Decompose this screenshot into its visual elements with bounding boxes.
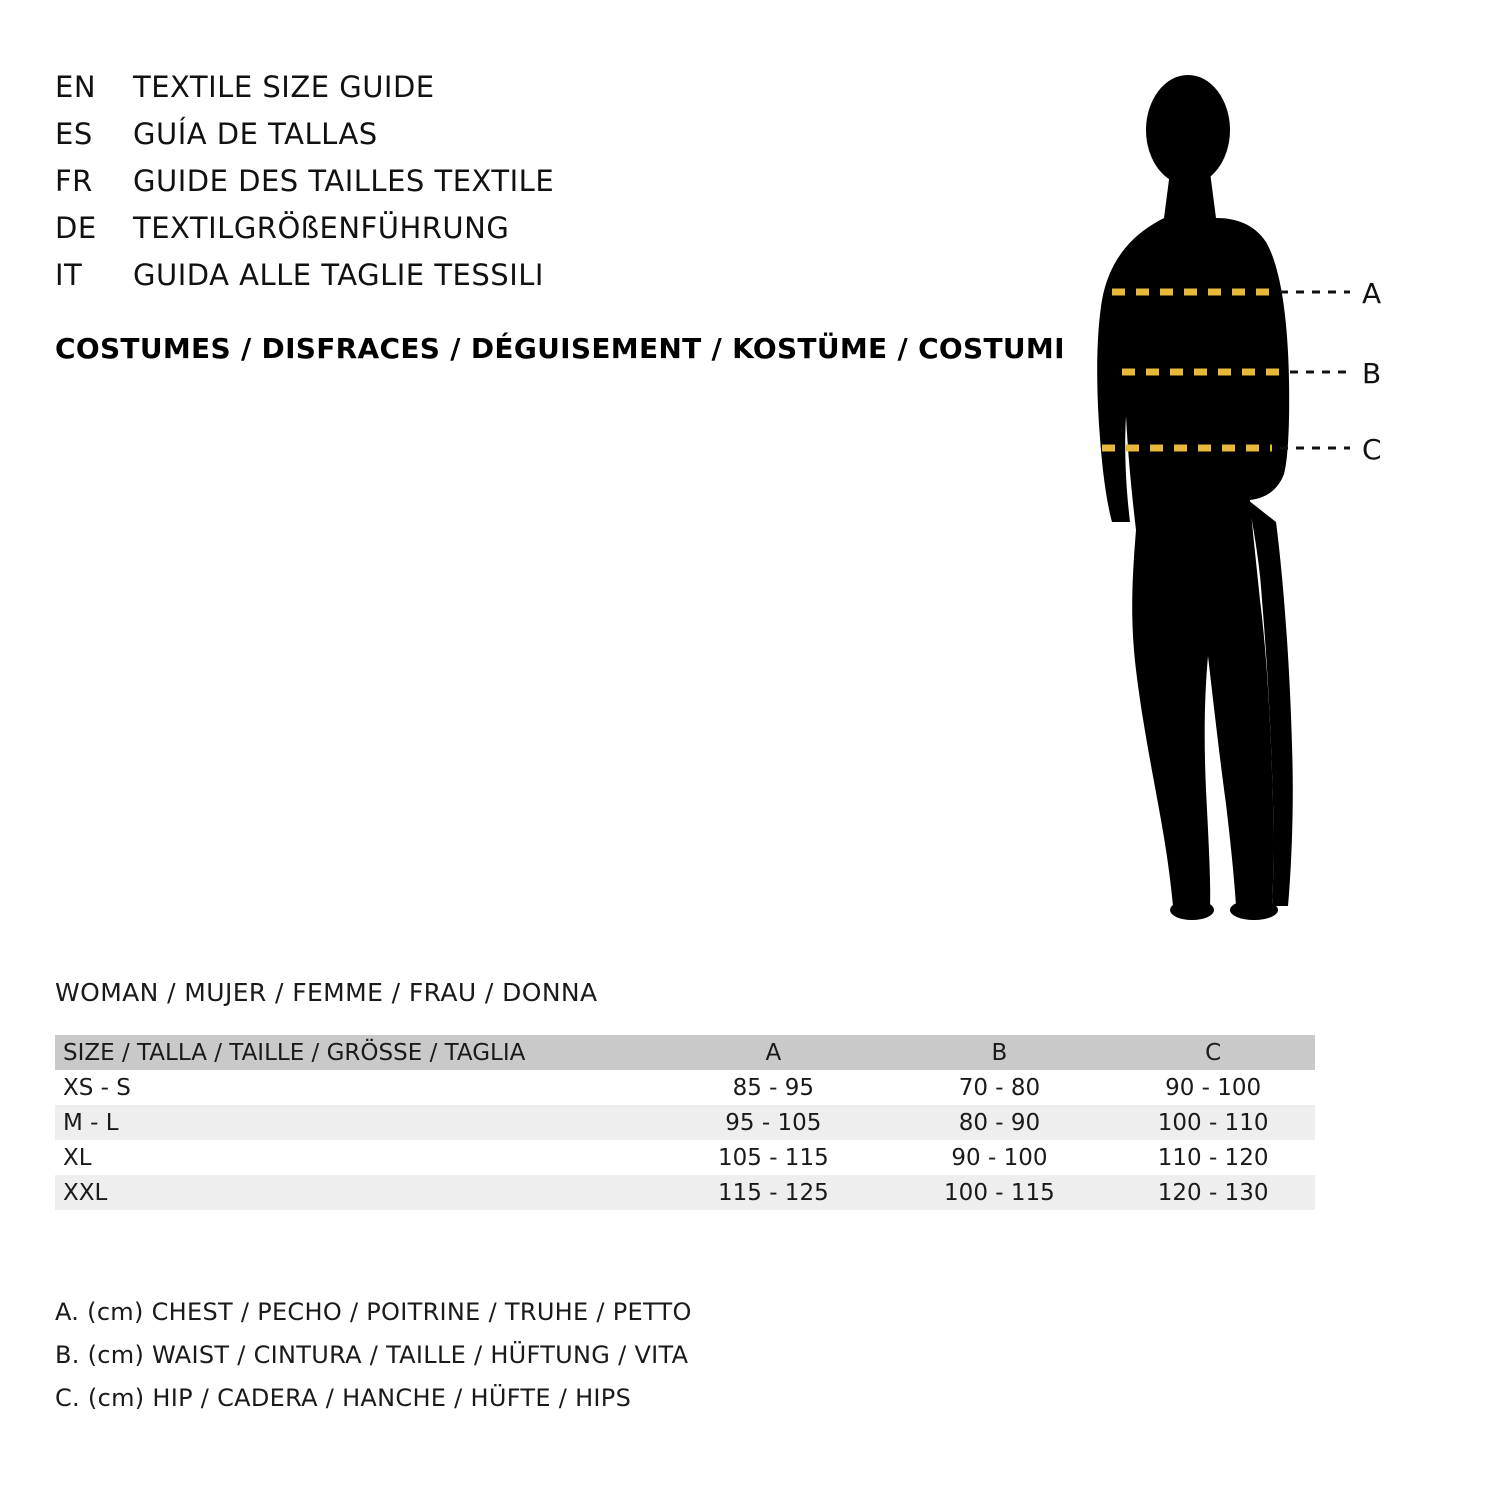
table-header-size: SIZE / TALLA / TAILLE / GRÖSSE / TAGLIA (55, 1035, 659, 1070)
cell-waist: 100 - 115 (888, 1175, 1112, 1210)
cell-chest: 115 - 125 (659, 1175, 888, 1210)
marker-label-b: B (1362, 357, 1382, 390)
cell-waist: 70 - 80 (888, 1070, 1112, 1105)
language-code-it: IT (55, 258, 83, 292)
cell-size: XS - S (55, 1070, 659, 1105)
cell-size: XL (55, 1140, 659, 1175)
table-row (55, 1175, 1315, 1210)
cell-waist: 80 - 90 (888, 1105, 1112, 1140)
cell-hip: 90 - 100 (1111, 1070, 1315, 1105)
section-label-woman: WOMAN / MUJER / FEMME / FRAU / DONNA (55, 978, 598, 1007)
language-code-de: DE (55, 211, 97, 245)
measurement-legend (55, 1298, 692, 1427)
female-silhouette-figure (1040, 60, 1460, 940)
language-text-de: TEXTILGRÖßENFÜHRUNG (133, 211, 510, 245)
table-header-a: A (659, 1035, 888, 1070)
cell-waist: 90 - 100 (888, 1140, 1112, 1175)
legend-line-a: A. (cm) CHEST / PECHO / POITRINE / TRUHE / PETTO (55, 1298, 692, 1326)
table-header-row (55, 1035, 1315, 1070)
cell-hip: 110 - 120 (1111, 1140, 1315, 1175)
language-code-es: ES (55, 117, 93, 151)
table-header-b: B (888, 1035, 1112, 1070)
cell-hip: 120 - 130 (1111, 1175, 1315, 1210)
table-row (55, 1105, 1315, 1140)
language-row-es (55, 117, 1055, 164)
language-text-es: GUÍA DE TALLAS (133, 117, 378, 151)
language-text-fr: GUIDE DES TAILLES TEXTILE (133, 164, 555, 198)
language-code-fr: FR (55, 164, 93, 198)
silhouette-shape (1097, 75, 1293, 920)
cell-chest: 85 - 95 (659, 1070, 888, 1105)
table-row (55, 1140, 1315, 1175)
language-row-fr (55, 164, 1055, 211)
language-header-block (55, 70, 1055, 305)
language-code-en: EN (55, 70, 97, 104)
language-text-it: GUIDA ALLE TAGLIE TESSILI (133, 258, 544, 292)
language-row-en (55, 70, 1055, 117)
language-row-it (55, 258, 1055, 305)
marker-label-c: C (1362, 433, 1382, 466)
table-header-c: C (1111, 1035, 1315, 1070)
language-text-en: TEXTILE SIZE GUIDE (133, 70, 435, 104)
cell-size: XXL (55, 1175, 659, 1210)
legend-line-c: C. (cm) HIP / CADERA / HANCHE / HÜFTE / HIPS (55, 1384, 632, 1412)
table-row (55, 1070, 1315, 1105)
legend-line-b: B. (cm) WAIST / CINTURA / TAILLE / HÜFTUNG / VITA (55, 1341, 689, 1369)
costumes-subtitle: COSTUMES / DISFRACES / DÉGUISEMENT / KOSTÜME / COSTUMI (55, 332, 1065, 365)
size-table (55, 1035, 1315, 1210)
marker-label-a: A (1362, 277, 1382, 310)
language-row-de (55, 211, 1055, 258)
cell-hip: 100 - 110 (1111, 1105, 1315, 1140)
cell-size: M - L (55, 1105, 659, 1140)
cell-chest: 95 - 105 (659, 1105, 888, 1140)
cell-chest: 105 - 115 (659, 1140, 888, 1175)
